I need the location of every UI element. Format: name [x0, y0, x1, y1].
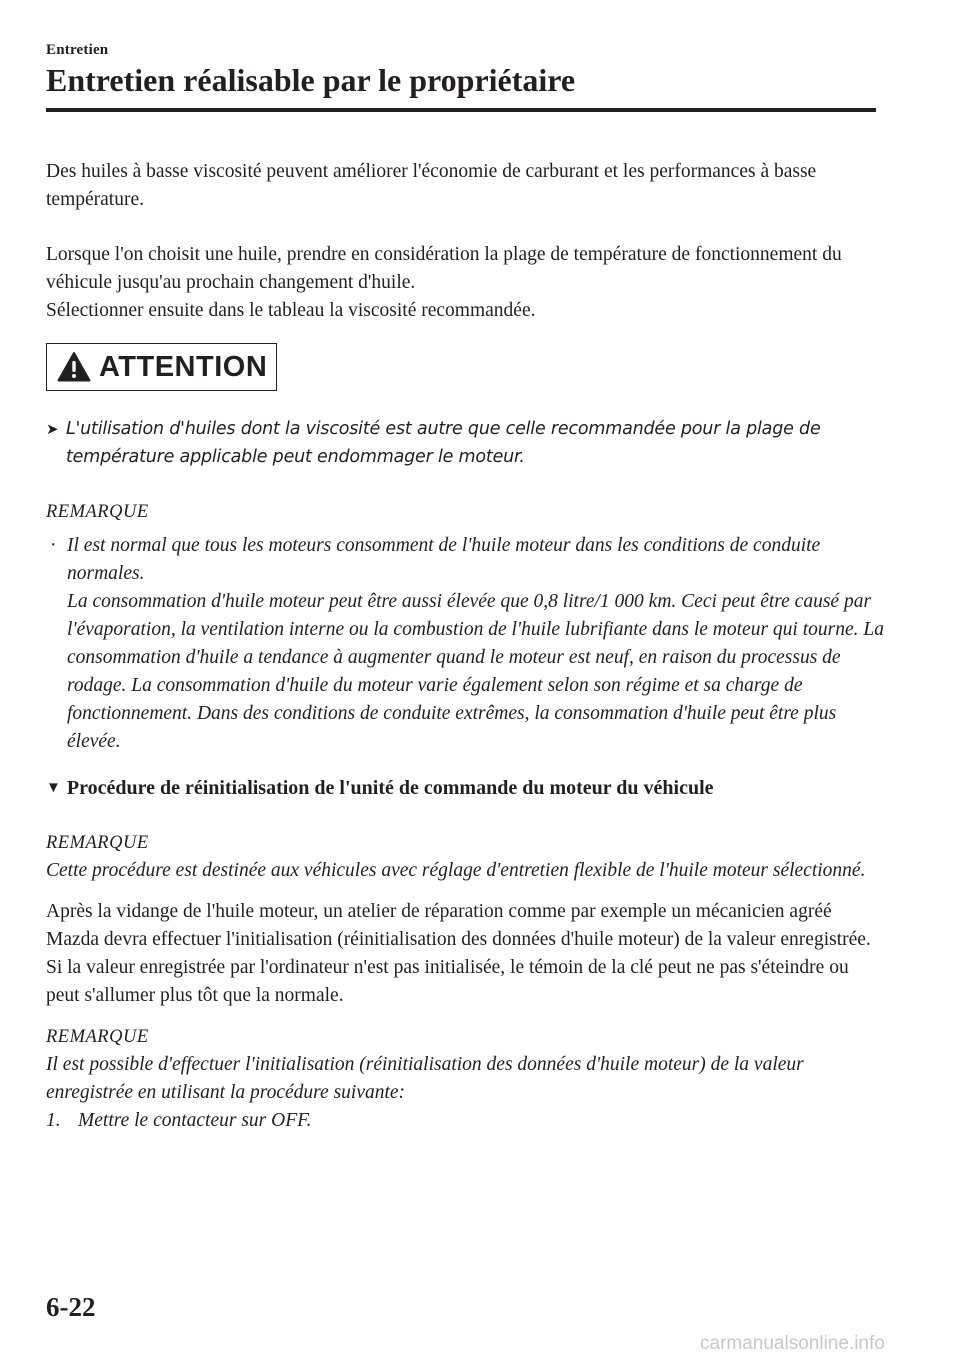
oil-selection-paragraph: Lorsque l'on choisit une huile, prendre en considération la plage de température de fonctionnement du véhicule jusqu'au prochain changement d'huile.: [46, 244, 842, 293]
step-item: [46, 1107, 886, 1135]
step-text: Mettre le contacteur sur OFF.: [78, 1110, 312, 1131]
step-number: 1.: [46, 1110, 61, 1131]
intro-paragraph: Des huiles à basse viscosité peuvent améliorer l'économie de carburant et les performances à basse température.: [46, 161, 817, 210]
note-text: Il est possible d'effectuer l'initialisation (réinitialisation des données d'huile moteur) de la valeur enregistrée en utilisant la procédure suivante:: [46, 1054, 804, 1103]
note-heading: REMARQUE: [46, 833, 149, 853]
oil-selection-instruction: Sélectionner ensuite dans le tableau la viscosité recommandée.: [46, 300, 536, 321]
note-heading: REMARQUE: [46, 1027, 149, 1047]
note-text: Cette procédure est destinée aux véhicules avec réglage d'entretien flexible de l'huile moteur sélectionné.: [46, 860, 866, 881]
reset-paragraph: Après la vidange de l'huile moteur, un atelier de réparation comme par exemple un mécanicien agréé Mazda devra effectuer l'initialisation (réinitialisation des données d'huile moteur) de la valeur enregistrée. Si la valeur enregistrée par l'ordinateur n'est pas initialisée, le témoin de la clé peut ne pas s'éteindre ou peut s'allumer plus tôt que la normale.: [46, 901, 871, 1006]
note-heading: REMARQUE: [46, 502, 149, 522]
section-heading: [46, 774, 886, 802]
note-bullet-text: Il est normal que tous les moteurs consomment de l'huile moteur dans les conditions de conduite normales.: [67, 535, 821, 584]
attention-text: L'utilisation d'huiles dont la viscosité est autre que celle recommandée pour la plage de température applicable peut endommager le moteur.: [66, 419, 821, 467]
page-title: Entretien réalisable par le propriétaire: [46, 62, 576, 98]
warning-triangle-icon: [57, 351, 91, 383]
title-divider: [46, 108, 876, 112]
arrow-right-icon: ➤: [46, 420, 59, 438]
watermark: carmanualsonline.info: [700, 1333, 885, 1354]
triangle-down-icon: ▼: [46, 780, 61, 796]
note-bullet: [46, 532, 886, 756]
page-content: [46, 158, 886, 1135]
bullet-dot-icon: ·: [50, 535, 57, 556]
attention-item: [46, 415, 886, 471]
page-number: 6-22: [46, 1292, 96, 1322]
section-heading-text: Procédure de réinitialisation de l'unité de commande du moteur du véhicule: [66, 777, 714, 799]
section-label: Entretien: [46, 42, 109, 58]
note-bullet-detail: La consommation d'huile moteur peut être aussi élevée que 0,8 litre/1 000 km. Ceci peut être causé par l'évaporation, la ventilation interne ou la combustion de l'huile lubrifiante dans le moteur qui tourne. La consommation d'huile a tendance à augmenter quand le moteur est neuf, en raison du processus de rodage. La consommation d'huile du moteur varie également selon son régime et sa charge de fonctionnement. Dans des conditions de conduite extrêmes, la consommation d'huile peut être plus élevée.: [67, 591, 884, 752]
attention-box: [46, 343, 277, 391]
attention-label: ATTENTION: [99, 351, 268, 383]
